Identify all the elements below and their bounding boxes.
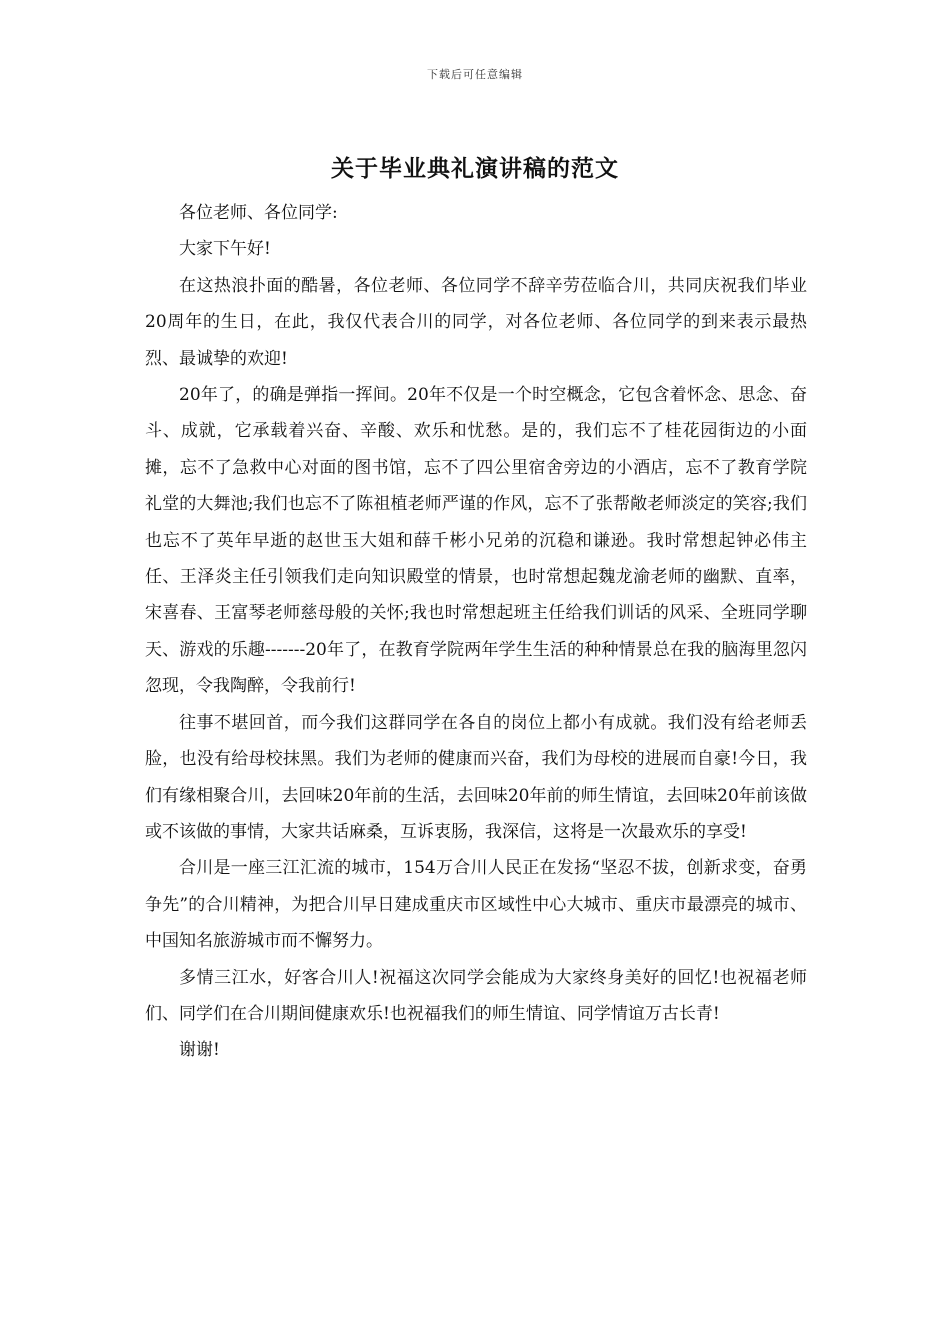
paragraph-memories: 20年了，的确是弹指一挥间。20年不仅是一个时空概念，它包含着怀念、思念、奋斗、成就，它承载着兴奋、辛酸、欢乐和忧愁。是的，我们忘不了桂花园街边的小面摊，忘不了急救中心对面的图书馆，忘不了四公里宿舍旁边的小酒店，忘不了教育学院礼堂的大舞池;我们也忘不了陈祖植老师严谨的作风，忘不了张帮敞老师淡定的笑容;我们也忘不了英年早逝的赵世玉大姐和薛千彬小兄弟的沉稳和谦逊。我时常想起钟必伟主任、王泽炎主任引领我们走向知识殿堂的情景，也时常想起魏龙渝老师的幽默、直率，宋喜春、王富琴老师慈母般的关怀;我也时常想起班主任给我们训话的风采、全班同学聊天、游戏的乐趣-------20年了，在教育学院两年学生生活的种种情景总在我的脑海里忽闪忽现，令我陶醉，令我前行!	[145, 385, 807, 697]
paragraph-hechuan: 合川是一座三江汇流的城市，154万合川人民正在发扬“坚忍不拔，创新求变，奋勇争先”的合川精神，为把合川早日建成重庆市区域性中心大城市、重庆市最漂亮的城市、中国知名旅游城市而不懈努力。	[145, 858, 807, 952]
document-title: 关于毕业典礼演讲稿的范文	[331, 155, 619, 182]
paragraph-welcome: 在这热浪扑面的酷暑，各位老师、各位同学不辞辛劳莅临合川，共同庆祝我们毕业20周年的生日，在此，我仅代表合川的同学，对各位老师、各位同学的到来表示最热烈、最诚挚的欢迎!	[145, 275, 807, 369]
document-body	[145, 195, 807, 1069]
paragraph-greeting: 大家下午好!	[179, 239, 271, 260]
paragraph-achievements: 往事不堪回首，而今我们这群同学在各自的岗位上都小有成就。我们没有给老师丢脸，也没有给母校抹黑。我们为老师的健康而兴奋，我们为母校的进展而自豪!今日，我们有缘相聚合川，去回味20年前的生活，去回味20年前的师生情谊，去回味20年前该做或不该做的事情，大家共话麻桑，互诉衷肠，我深信，这将是一次最欢乐的享受!	[145, 712, 807, 842]
paragraph-thanks: 谢谢!	[179, 1040, 220, 1061]
paragraph-salutation: 各位老师、各位同学:	[179, 203, 338, 223]
header-note: 下载后可任意编辑	[427, 68, 523, 81]
paragraph-blessings: 多情三江水，好客合川人!祝福这次同学会能成为大家终身美好的回忆!也祝福老师们、同学们在合川期间健康欢乐!也祝福我们的师生情谊、同学情谊万古长青!	[145, 967, 807, 1024]
